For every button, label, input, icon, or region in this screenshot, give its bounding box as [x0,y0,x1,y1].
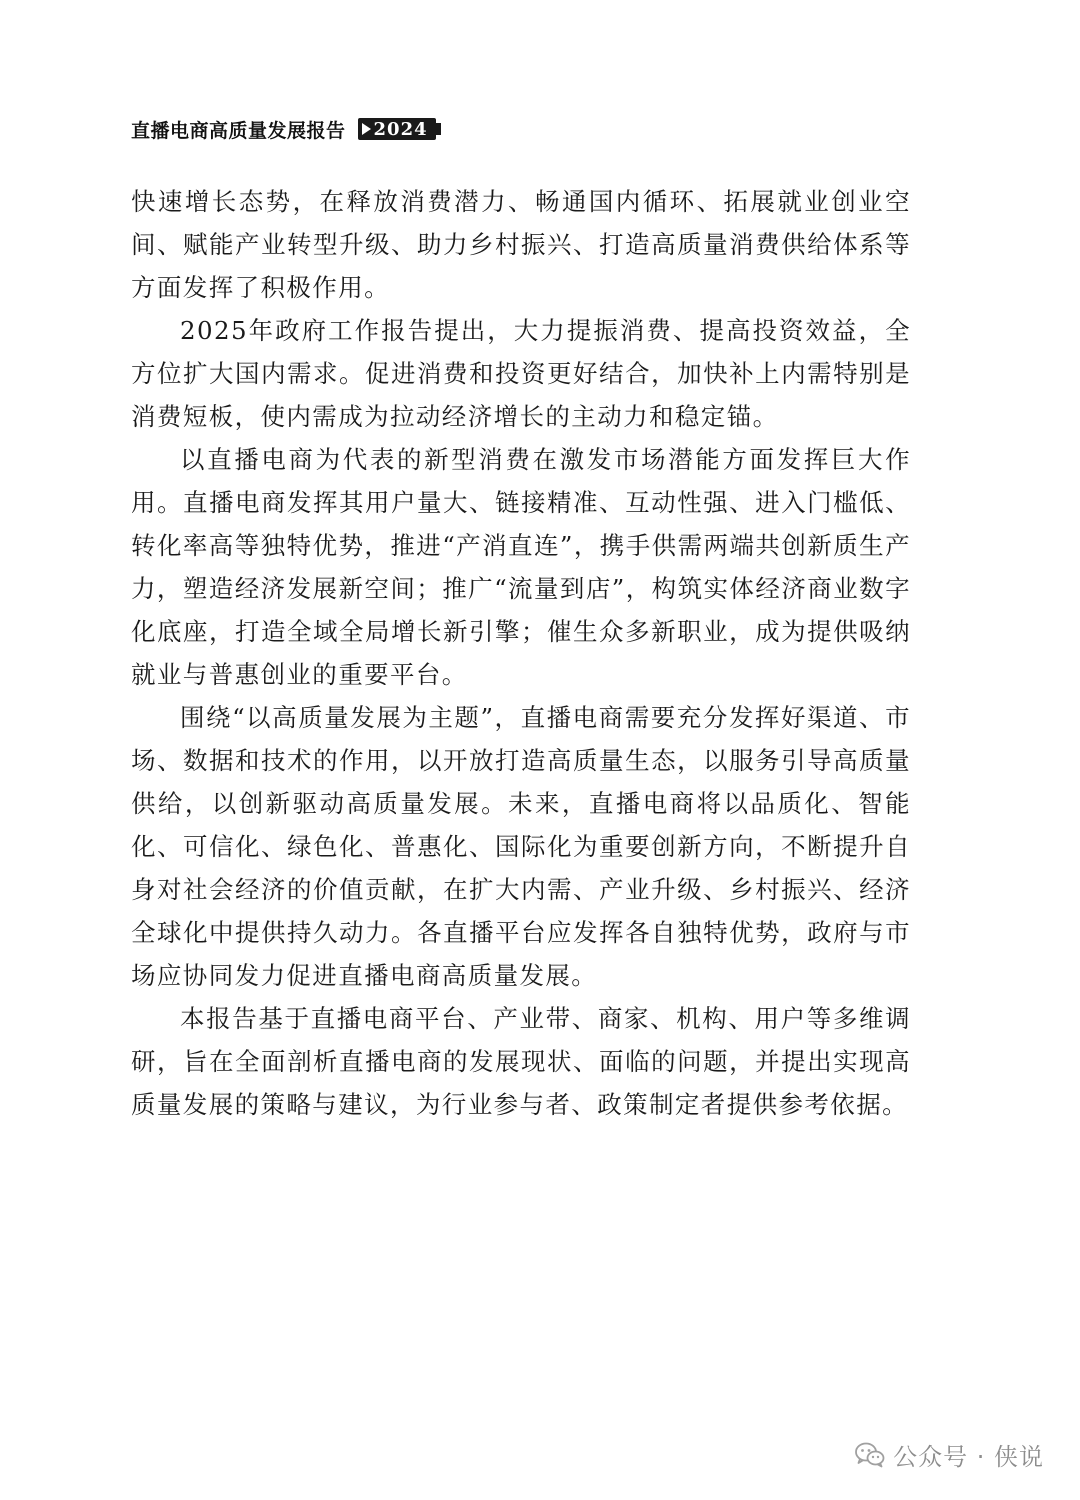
paragraph-1: 快速增长态势，在释放消费潜力、畅通国内循环、拓展就业创业空间、赋能产业转型升级、助力乡村振兴、打造高质量消费供给体系等方面发挥了积极作用。 [131,187,911,302]
paragraph-5: 本报告基于直播电商平台、产业带、商家、机构、用户等多维调研，旨在全面剖析直播电商的发展现状、面临的问题，并提出实现高质量发展的策略与建议，为行业参与者、政策制定者提供参考依据。 [131,1004,911,1119]
paragraph-2: 2025年政府工作报告提出，大力提振消费、提高投资效益，全方位扩大国内需求。促进消费和投资更好结合，加快补上内需特别是消费短板，使内需成为拉动经济增长的主动力和稳定锚。 [131,316,911,431]
page-header [131,114,436,144]
year-badge [358,118,436,140]
year-label: 2024 [373,118,428,140]
play-icon [362,123,371,135]
report-title: 直播电商高质量发展报告 [131,119,346,142]
wechat-icon [855,1442,885,1468]
watermark [855,1437,1044,1472]
body-text [131,180,911,1126]
paragraph-3: 以直播电商为代表的新型消费在激发市场潜能方面发挥巨大作用。直播电商发挥其用户量大、链接精准、互动性强、进入门槛低、转化率高等独特优势，推进“产消直连”，携手供需两端共创新质生产力，塑造经济发展新空间；推广“流量到店”，构筑实体经济商业数字化底座，打造全域全局增长新引擎；催生众多新职业，成为提供吸纳就业与普惠创业的重要平台。 [131,445,911,689]
watermark-text: 公众号 · 侠说 [893,1443,1044,1471]
paragraph-4: 围绕“以高质量发展为主题”，直播电商需要充分发挥好渠道、市场、数据和技术的作用，以开放打造高质量生态，以服务引导高质量供给，以创新驱动高质量发展。未来，直播电商将以品质化、智能化、可信化、绿色化、普惠化、国际化为重要创新方向，不断提升自身对社会经济的价值贡献，在扩大内需、产业升级、乡村振兴、经济全球化中提供持久动力。各直播平台应发挥各自独特优势，政府与市场应协同发力促进直播电商高质量发展。 [131,703,911,990]
